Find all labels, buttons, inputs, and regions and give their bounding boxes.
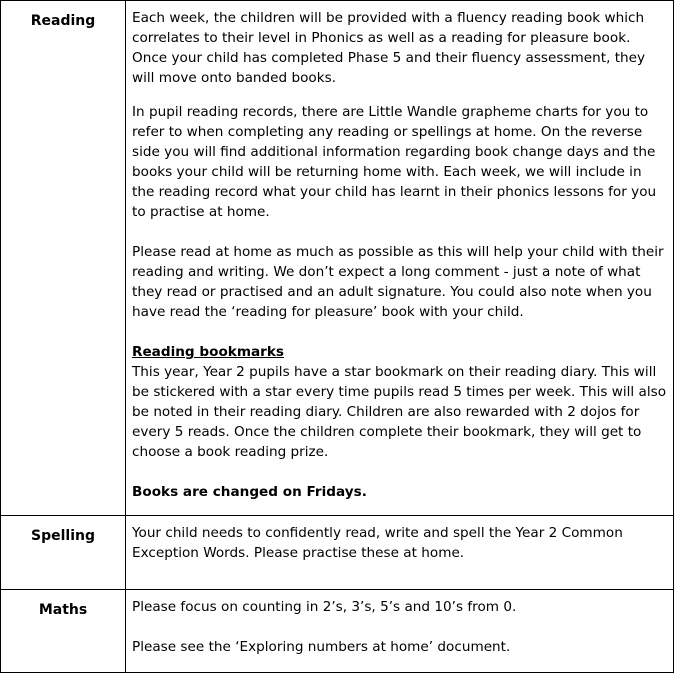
reading-content-cell [126, 1, 674, 516]
spelling-label-cell [1, 516, 126, 590]
maths-paragraph-counting: Please focus on counting in 2’s, 3’s, 5’s and 10’s from 0. [132, 599, 517, 615]
reading-paragraph-books: Each week, the children will be provided with a fluency reading book which correlates to their level in Phonics as well as a reading for pleasure book. Once your child has completed Phase 5 and their fluency assessment, they will move onto banded books. [132, 10, 646, 86]
spelling-paragraph: Your child needs to confidently read, write and spell the Year 2 Common Exception Words. Please practise these at home. [132, 525, 623, 561]
maths-paragraph-document: Please see the ‘Exploring numbers at home’ document. [132, 639, 511, 655]
reading-paragraph-bookmarks: This year, Year 2 pupils have a star bookmark on their reading diary. This will be stickered with a star every time pupils read 5 times per week. This will also be noted in their reading diary. Children are also rewarded with 2 dojos for every 5 reads. Once the children complete their bookmark, they will get to choose a book reading prize. [132, 364, 667, 460]
spelling-content-cell [126, 516, 674, 590]
maths-label: Maths [38, 602, 88, 618]
reading-label: Reading [30, 13, 96, 29]
reading-label-cell [1, 1, 126, 516]
reading-bookmarks-heading: Reading bookmarks [132, 344, 285, 360]
reading-paragraph-home: Please read at home as much as possible as this will help your child with their reading and writing. We don’t expect a long comment - just a note of what they read or practised and an adult signature. You could also note when you have read the ‘reading for pleasure’ book with your child. [132, 244, 664, 320]
reading-paragraph-records: In pupil reading records, there are Little Wandle grapheme charts for you to refer to when completing any reading or spellings at home. On the reverse side you will find additional information regarding book change days and the books your child will be returning home with. Each week, we will include in the reading record what your child has learnt in their phonics lessons for you to practise at home. [132, 104, 657, 220]
reading-book-change-note: Books are changed on Fridays. [132, 484, 367, 500]
maths-label-cell [1, 590, 126, 673]
maths-content-cell [126, 590, 674, 673]
maths-row [1, 590, 674, 673]
reading-row [1, 1, 674, 516]
spelling-label: Spelling [31, 528, 95, 544]
spelling-row [1, 516, 674, 590]
